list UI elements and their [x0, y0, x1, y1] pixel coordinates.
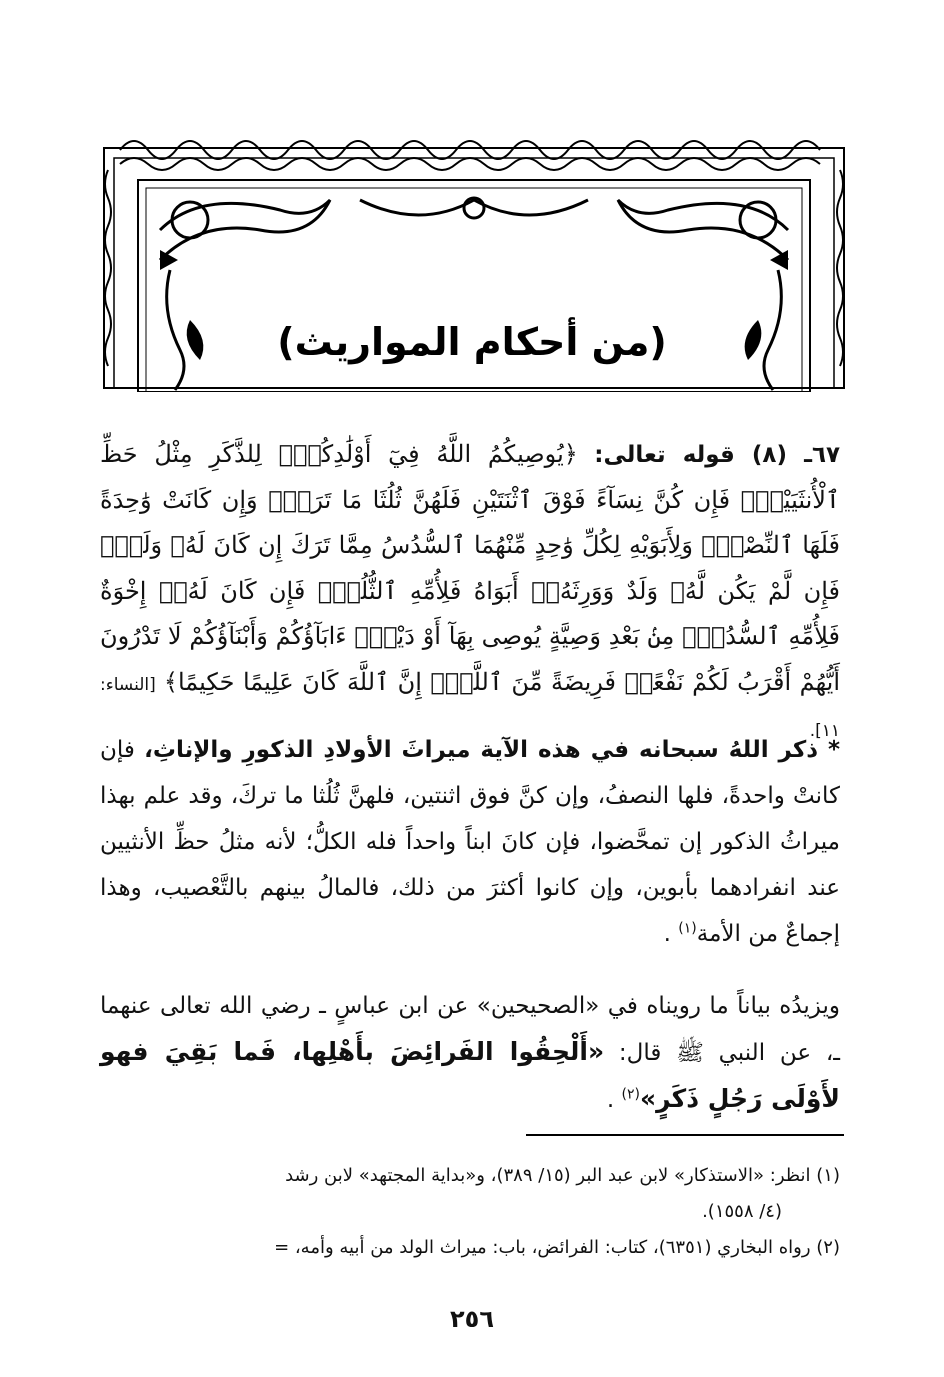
- paragraph-2-text: ويزيدُه بياناً ما رويناه في «الصحيحين» عن ابن عباسٍ ـ رضي الله تعالى عنهما ـ، عن النبي ﷺ قال:: [100, 993, 840, 1066]
- paragraph-2-end: .: [606, 1087, 615, 1113]
- footnote-2-text: رواه البخاري (٦٣٥١)، كتاب: الفرائض، باب: ميراث الولد من أبيه وأمه، =: [274, 1237, 811, 1258]
- chapter-title: (من أحكام المواريث): [277, 320, 667, 364]
- hadith-quote: «أَلْحِقُوا الفَرائِضَ بأَهْلِها، فَما بَقِيَ فهو لأَوْلَى رَجُلٍ ذَكَرٍ»: [100, 1037, 840, 1113]
- footnote-1-text: انظر: «الاستذكار» لابن عبد البر (١٥/ ٣٨٩)، و«بداية المجتهد» لابن رشد: [285, 1165, 811, 1186]
- quran-verse: ﴿يُوصِيكُمُ اللَّهُ فِيٓ أَوْلَٰدِكُمْۖ لِلذَّكَرِ مِثْلُ حَظِّ ٱلْأُنثَيَيْنِۚ فَإِن كُنَّ نِسَآءً فَوْقَ ٱثْنَتَيْنِ فَلَهُنَّ ثُلُثَا مَا تَرَكَۖ وَإِن كَانَتْ وَٰحِدَةً فَلَهَا ٱلنِّصْفُۚ وَلِأَبَوَيْهِ لِكُلِّ وَٰحِدٍ مِّنْهُمَا ٱلسُّدُسُ مِمَّا تَرَكَ إِن كَانَ لَهُۥ وَلَدٌۚ فَإِن لَّمْ يَكُن لَّهُۥ وَلَدٌ وَوَرِثَهُۥٓ أَبَوَاهُ فَلِأُمِّهِ ٱلثُّلُثُۚ فَإِن كَانَ لَهُۥٓ إِخْوَةٌ فَلِأُمِّهِ ٱلسُّدُسُۚ مِنۢ بَعْدِ وَصِيَّةٍ يُوصِى بِهَآ أَوْ دَيْنٍۗ ءَابَآؤُكُمْ وَأَبْنَآؤُكُمْ لَا تَدْرُونَ أَيُّهُمْ أَقْرَبُ لَكُمْ نَفْعًاۚ فَرِيضَةً مِّنَ ٱللَّهِۗ إِنَّ ٱللَّهَ كَانَ عَلِيمًا حَكِيمًا﴾: [100, 440, 840, 696]
- footnotes: [100, 1158, 840, 1266]
- paragraph-1-lead: * ذكر اللهُ سبحانه في هذه الآية ميراثَ الأولادِ الذكورِ والإناثِ،: [144, 737, 840, 763]
- footnote-2: [100, 1230, 840, 1266]
- quran-verse-block: [100, 432, 840, 754]
- verse-lead: ٦٧ـ (٨) قوله تعالى:: [594, 442, 841, 468]
- footnote-1: [100, 1158, 840, 1194]
- footnote-1-number: (١): [816, 1165, 840, 1186]
- commentary-paragraph-1: [100, 727, 840, 957]
- page-number: ٢٥٦: [450, 1305, 494, 1333]
- paragraph-1-text: فإن كانتْ واحدةً، فلها النصفُ، وإن كنَّ فوق اثنتين، فلهنَّ ثُلُثا ما تركَ، وقد علم بهذا ميراثُ الذكور إن تمحَّضوا، فإن كانَ ابناً واحداً فله الكلُّ؛ لأنه مثلُ حظِّ الأنثيين عند انفرادهما بأبوين، وإن كانوا أكثرَ من ذلك، فالمالُ بينهم بالتَّعْصيب، وهذا إجماعٌ من الأمة: [100, 737, 840, 947]
- commentary-paragraph-2: [100, 983, 840, 1123]
- footnote-2-number: (٢): [816, 1237, 840, 1258]
- footnote-marker-2[interactable]: (٢): [621, 1086, 640, 1103]
- footnote-marker-1[interactable]: (١): [678, 920, 697, 937]
- footnote-divider: [526, 1134, 844, 1136]
- verse-reference: [النساء: ١١].: [100, 674, 840, 741]
- footnote-1-continuation: (٤/ ١٥٥٨).: [702, 1201, 782, 1222]
- paragraph-1-end: .: [663, 921, 671, 947]
